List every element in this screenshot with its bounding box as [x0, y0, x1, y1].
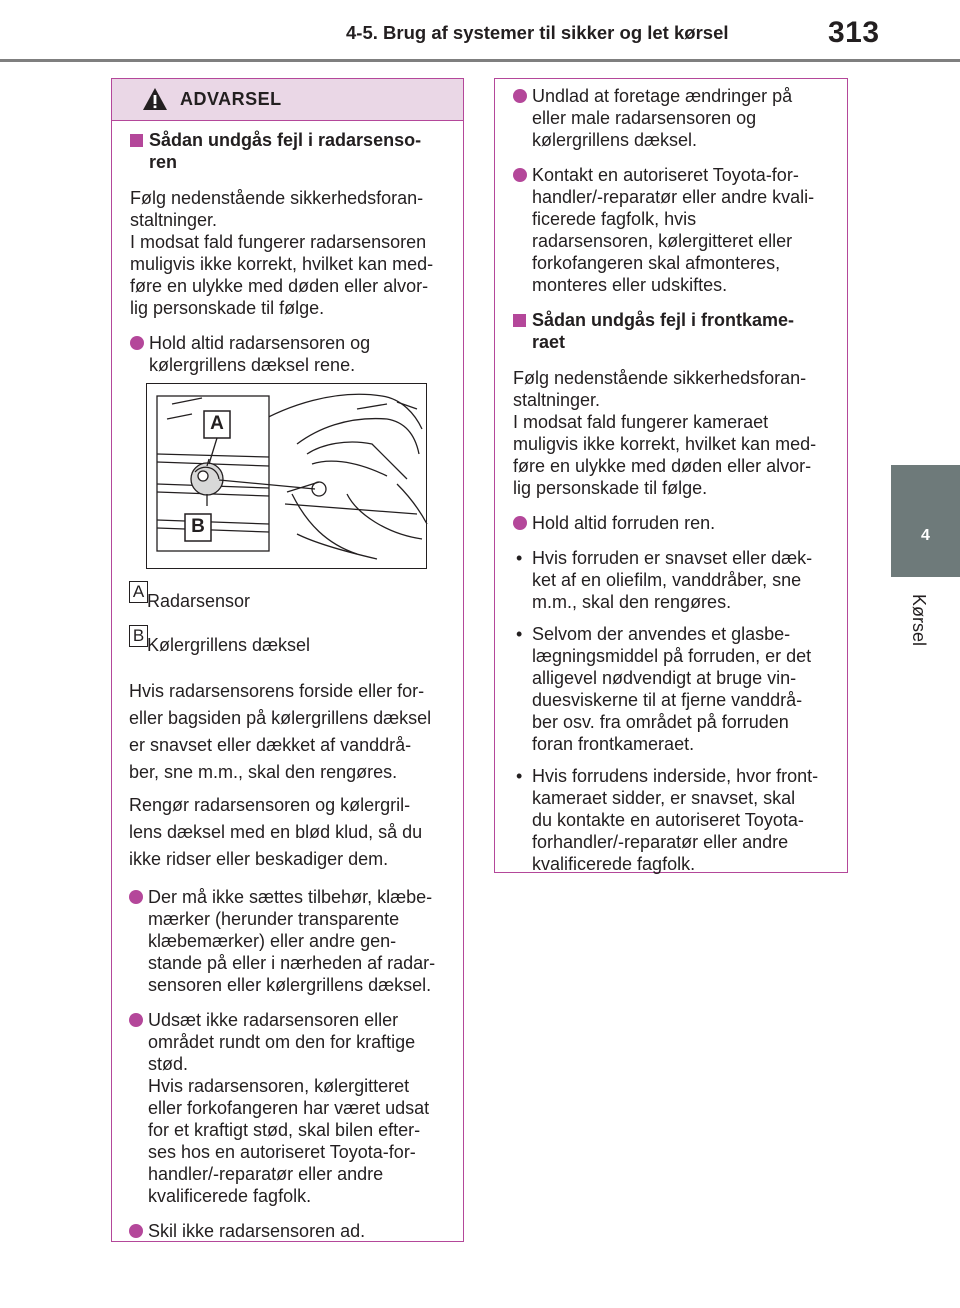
- sub-item-text: Hvis forrudens inderside, hvor front- kameraet sidder, er snavset, skal du kontakte en autoriseret Toyota- forhandler/-reparatør eller andre kvalificerede fagfolk.: [532, 766, 819, 874]
- sub-item-text: Hvis forruden er snavset eller dæk- ket af en oliefilm, vanddråber, sne m.m., skal den rengøres.: [532, 548, 813, 612]
- text-line: ber, sne m.m., skal den rengøres.: [129, 762, 398, 782]
- bullet-text: Skil ikke radarsensoren ad.: [148, 1221, 366, 1241]
- round-bullet-icon: [129, 1224, 143, 1238]
- section-heading: [513, 309, 833, 353]
- heading-text: Sådan undgås fejl i radarsenso- ren: [149, 130, 422, 172]
- text-line: er snavset eller dækket af vanddrå-: [129, 735, 412, 755]
- warning-title: ADVARSEL: [180, 89, 282, 109]
- legend-item: [129, 626, 447, 656]
- car-front-illustration: [147, 384, 428, 570]
- bullet-text: Der må ikke sættes tilbehør, klæbe- mærker (herunder transparente klæbemærker) eller andre gen- stande på eller i nærheden af radar- sensoren eller kølergrillens dæksel.: [148, 887, 436, 995]
- list-item: [129, 1220, 447, 1242]
- section-heading: [130, 129, 448, 173]
- left-text-bottom: [129, 582, 447, 1255]
- list-item: [513, 512, 833, 534]
- legend-key: A: [129, 581, 148, 603]
- list-item: [130, 332, 448, 376]
- sub-list-item: [513, 623, 833, 755]
- intro-paragraph: Følg nedenstående sikkerhedsforan- staltninger. I modsat fald fungerer radarsensoren muligvis ikke korrekt, hvilket kan med- føre en ulykke med døden eller alvor- lig personskade til følge.: [130, 188, 434, 318]
- sub-list-item: [513, 765, 833, 875]
- dot-marker: •: [516, 766, 523, 786]
- round-bullet-icon: [513, 89, 527, 103]
- warning-triangle-icon: [142, 87, 168, 111]
- legend-key: B: [129, 625, 148, 647]
- figure-label-a: A: [210, 413, 224, 434]
- bullet-text: Hold altid radarsensoren og kølergrillens dæksel rene.: [149, 333, 371, 375]
- list-item: [129, 1009, 447, 1207]
- square-bullet-icon: [130, 134, 143, 147]
- bullet-text: Kontakt en autoriseret Toyota-for- handler/-reparatør eller andre kvali- ficerede fagfolk, hvis radarsensoren, kølergitteret eller forkofangeren skal afmonteres, monteres eller udskiftes.: [532, 165, 815, 295]
- round-bullet-icon: [129, 1013, 143, 1027]
- legend-text: Radarsensor: [147, 591, 251, 611]
- cleaning-paragraph-2: [129, 792, 447, 873]
- text-line: lens dæksel med en blød klud, så du: [129, 822, 423, 842]
- page-number: 313: [828, 16, 880, 49]
- heading-text: Sådan undgås fejl i frontkame- raet: [532, 310, 795, 352]
- sub-list-item: [513, 547, 833, 613]
- list-item: [513, 85, 833, 151]
- text-line: Rengør radarsensoren og kølergril-: [129, 795, 411, 815]
- chapter-number: 4: [921, 527, 930, 544]
- right-text: [513, 85, 833, 885]
- square-bullet-icon: [513, 314, 526, 327]
- text-line: ikke ridser eller beskadiger dem.: [129, 849, 389, 869]
- legend-text: Kølergrillens dæksel: [147, 635, 311, 655]
- round-bullet-icon: [129, 890, 143, 904]
- intro-paragraph: Følg nedenstående sikkerhedsforan- staltninger. I modsat fald fungerer kameraet muligvis ikke korrekt, hvilket kan med- føre en ulykke med døden eller alvor- lig personskade til følge.: [513, 368, 817, 498]
- round-bullet-icon: [130, 336, 144, 350]
- dot-marker: •: [516, 624, 523, 644]
- warning-header: [112, 79, 463, 121]
- bullet-text: Hold altid forruden ren.: [532, 513, 716, 533]
- dot-marker: •: [516, 548, 523, 568]
- chapter-label: Kørsel: [909, 594, 929, 647]
- cleaning-paragraph-1: [129, 678, 447, 786]
- radar-sensor-figure: [146, 383, 427, 569]
- sub-item-text: Selvom der anvendes et glasbe- lægningsmiddel på forruden, er det alligevel nødvendigt at bruge vin- duesviskerne til at fjerne vanddrå- ber osv. fra området på forruden foran frontkameraet.: [532, 624, 812, 754]
- text-line: eller bagsiden på kølergrillens dæksel: [129, 708, 432, 728]
- round-bullet-icon: [513, 516, 527, 530]
- bullet-text: Udsæt ikke radarsensoren eller området rundt om den for kraftige stød. Hvis radarsensoren, kølergitteret eller forkofangeren har været udsat for et kraftigt stød, skal bilen efter- ses hos en autoriseret Toyota-for- handler/-reparatør eller andre kvalificerede fagfolk.: [148, 1010, 430, 1206]
- header-divider: [0, 59, 960, 62]
- list-item: [129, 886, 447, 996]
- legend-item: [129, 582, 447, 612]
- figure-label-b: B: [191, 516, 205, 537]
- chapter-tab[interactable]: [891, 465, 960, 577]
- section-title: 4-5. Brug af systemer til sikker og let kørsel: [346, 22, 729, 43]
- left-text-top: [130, 129, 448, 389]
- warning-panel-right: [494, 78, 848, 873]
- text-line: Hvis radarsensorens forside eller for-: [129, 681, 425, 701]
- list-item: [513, 164, 833, 296]
- bullet-text: Undlad at foretage ændringer på eller male radarsensoren og kølergrillens dæksel.: [532, 86, 793, 150]
- round-bullet-icon: [513, 168, 527, 182]
